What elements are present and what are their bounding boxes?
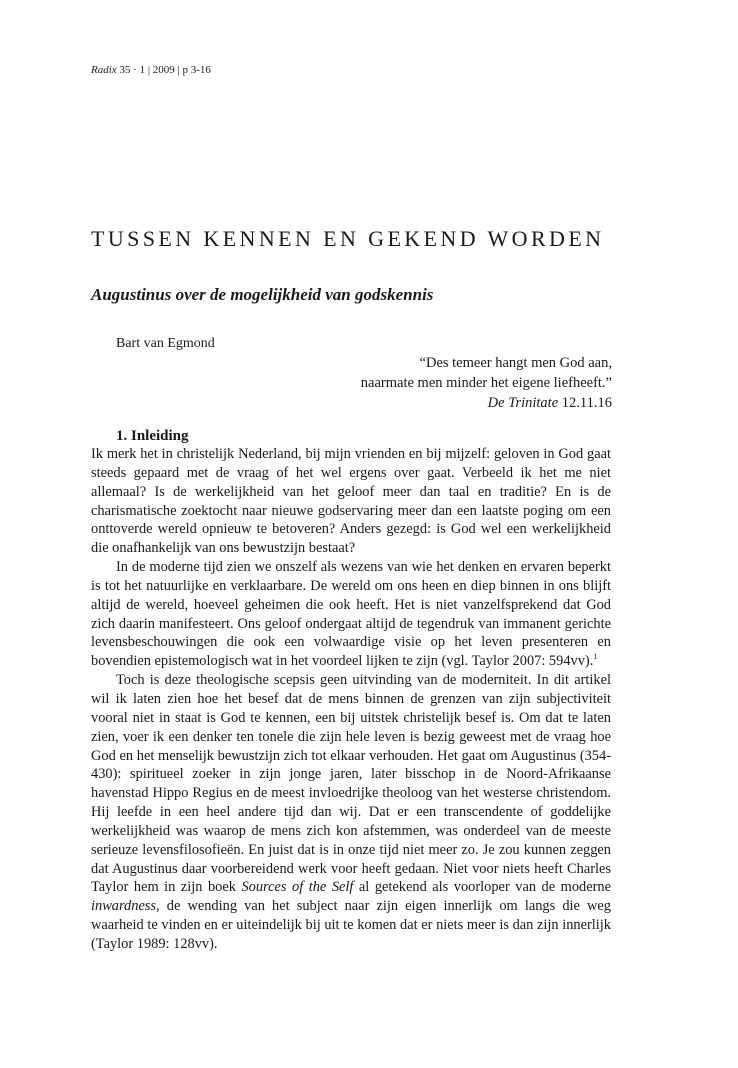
paragraph-3-part-b: al getekend als voorloper van de moderne [353, 879, 611, 896]
author-name: Bart van Egmond [116, 336, 215, 351]
epigraph-line-1: “Des temeer hangt men God aan, [419, 355, 612, 371]
term-inwardness: inwardness [91, 898, 157, 915]
article-title: TUSSEN KENNEN EN GEKEND WORDEN [91, 226, 605, 251]
epigraph-source [192, 393, 612, 413]
paragraph-2-text: In de moderne tijd zien we onszelf als wezens van wie het denken en ervaren beperkt is tot het natuurlijke en verklaarbare. De wereld om ons heen en diep binnen in ons blijft altijd de wereld, hoeveel geheimen die ook heeft. Het is niet vanzelfsprekend dat God zich daarin manifesteert. Ons geloof ondergaat altijd de tegendruk van immanent gerichte levensbeschouwingen die ook een volwaardige visie op het leven presenteren en bovendien epistemologisch wat in het voordeel lijken te zijn (vgl. Taylor 2007: 594vv). [91, 559, 611, 670]
body-text [91, 445, 611, 954]
section-heading: 1. Inleiding [116, 428, 189, 444]
journal-name: Radix [91, 64, 117, 76]
epigraph [192, 353, 612, 413]
epigraph-source-ref: 12.11.16 [558, 395, 612, 411]
footnote-marker[interactable]: 1 [593, 652, 598, 662]
issue-info: 35 · 1 | 2009 | p 3-16 [116, 64, 211, 76]
running-head [91, 64, 211, 76]
paragraph-1: Ik merk het in christelijk Nederland, bij mijn vrienden en bij mijzelf: geloven in God gaat steeds gepaard met de vraag of het wel ergens over gaat. Verbeeld ik het me niet allemaal? Is de werkelijkheid van het geloof meer dan taal en traditie? En is de charismatische zoektocht naar nieuwe godservaring meer dan een laatste poging om een onttoverde wereld opnieuw te betoveren? Anders gezegd: is God wel een werkelijkheid die onafhankelijk van ons bewustzijn bestaat? [91, 446, 611, 557]
paragraph-3-part-c: , de wending van het subject naar zijn eigen innerlijk om langs die weg waarheid te vinden en er uiteindelijk bij uit te komen dat er niets meer is dan zijn innerlijk (Taylor 1989: 128vv). [91, 898, 611, 952]
book-title: Sources of the Self [241, 879, 354, 896]
article-subtitle: Augustinus over de mogelijkheid van godskennis [91, 285, 434, 304]
epigraph-source-title: De Trinitate [487, 395, 559, 411]
paragraph-3-part-a: Toch is deze theologische scepsis geen uitvinding van de moderniteit. In dit artikel wil ik laten zien hoe het besef dat de mens binnen de grenzen van zijn subjectiviteit vooral niet in staat is God te kennen, een bij uitstek christelijk besef is. Om dat te laten zien, voer ik een denker ten tonele die zijn hele leven is bezig geweest met de vraag hoe God en het menselijk bewustzijn zich tot elkaar verhouden. Het gaat om Augustinus (354-430): spiritueel zoeker in zijn jonge jaren, later bisschop in de Noord-Afrikaanse havenstad Hippo Regius en de meest invloedrijke theoloog van het westerse christendom. Hij leefde in een heel andere tijd dan wij. Dat er een transcendente of goddelijke werkelijkheid was waarop de mens zich kon afstemmen, was onderdeel van de meeste serieuze levensfilosofieën. En juist dat is in onze tijd niet meer zo. Je zou kunnen zeggen dat Augustinus daar voorbereidend werk voor heeft gedaan. Niet voor niets heeft Charles Taylor hem in zijn boek [91, 672, 611, 896]
paragraph-3 [91, 671, 611, 954]
epigraph-line-2: naarmate men minder het eigene liefheeft.” [360, 375, 612, 391]
paragraph-2 [91, 558, 611, 671]
